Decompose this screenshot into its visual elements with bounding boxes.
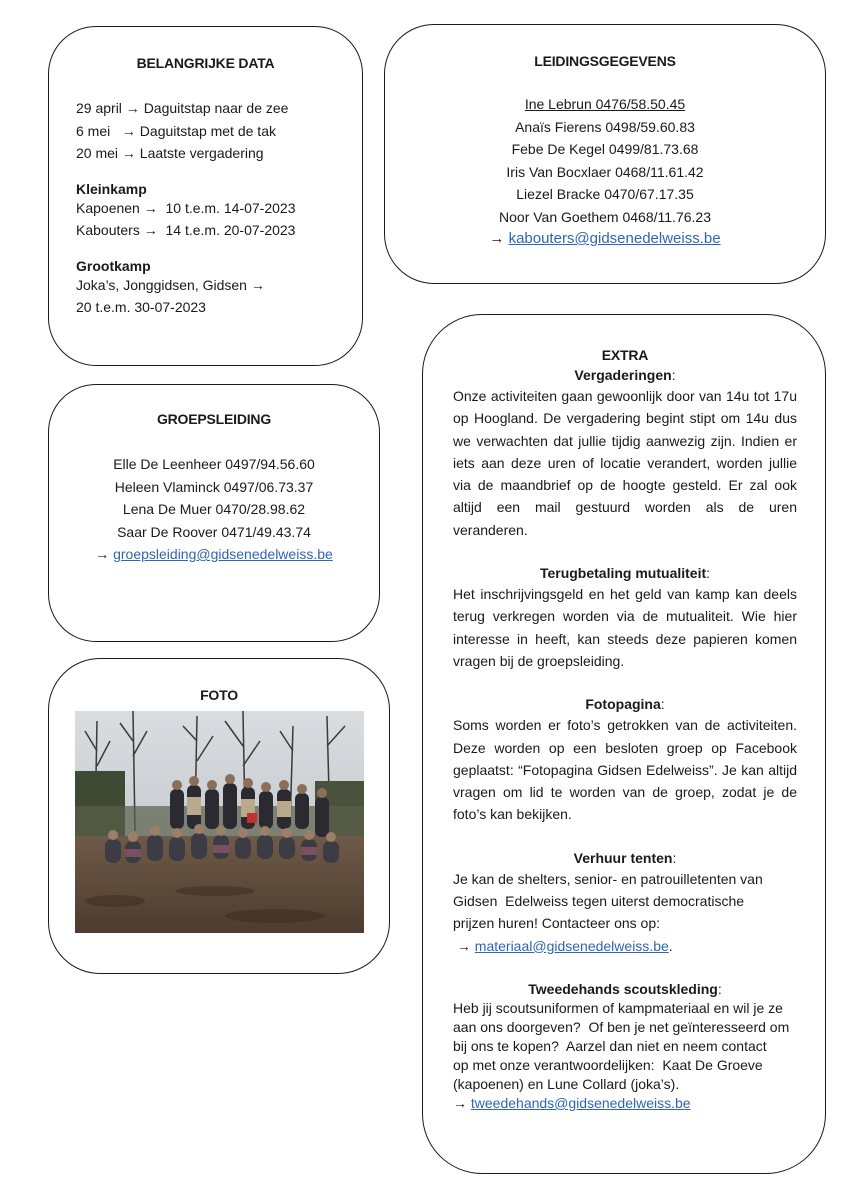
tweedehands-heading [453, 979, 797, 999]
tweedehands-title: Tweedehands scoutskleding [528, 980, 718, 997]
materiaal-email-link[interactable]: materiaal@gidsenedelweiss.be [474, 937, 669, 954]
verhuur-line: Je kan de shelters, senior- en patrouilletenten van [453, 870, 763, 887]
verhuur-heading [453, 848, 797, 868]
foto-title: FOTO [200, 687, 238, 703]
leiding-contact: Liezel Bracke 0470/67.17.35 [516, 186, 694, 202]
groepsleiding-contact: Lena De Muer 0470/28.98.62 [122, 501, 306, 517]
arrow-icon: → [95, 546, 110, 562]
leiding-contact: Anaïs Fierens 0498/59.60.83 [515, 118, 695, 135]
vergaderingen-heading [453, 365, 797, 385]
verhuur-text [453, 868, 797, 957]
leiding-email-line [385, 228, 825, 251]
colon: : [660, 696, 665, 713]
groepsleiding-contact: Elle De Leenheer 0497/94.56.60 [113, 456, 315, 472]
date-line: 20 mei → Laatste vergadering [76, 145, 264, 161]
terugbetaling-text: Het inschrijvingsgeld en het geld van kamp kan deels terug verkregen worden via de mutualiteit. Wie hier interesse in heeft, kan steeds deze papieren komen vragen bij de groepsleiding. [453, 586, 797, 669]
belangrijke-data-title: BELANGRIJKE DATA [136, 55, 275, 71]
leiding-contact: Iris Van Bocxlaer 0468/11.61.42 [506, 163, 704, 180]
tweedehands-email-line [453, 1094, 797, 1113]
fotopagina-title: Fotopagina [585, 696, 661, 713]
colon: : [671, 367, 676, 383]
terugbetaling-title: Terugbetaling mutualiteit [539, 565, 707, 582]
terugbetaling-heading [453, 563, 797, 583]
groepsleiding-email-line [49, 543, 379, 566]
tweedehands-line: Heb jij scoutsuniformen of kampmateriaal en wil je ze [453, 999, 783, 1016]
verhuur-email-line [453, 935, 797, 957]
groepsleiding-contact: Saar De Roover 0471/49.43.74 [117, 523, 311, 540]
vergaderingen-title: Vergaderingen [574, 367, 672, 383]
verhuur-title: Verhuur tenten [573, 849, 673, 866]
date-line: 29 april → Daguitstap naar de zee [76, 100, 289, 116]
colon: : [706, 565, 711, 582]
tweedehands-line: op met onze verantwoordelijken: Kaat De Groeve [453, 1056, 763, 1073]
grootkamp-line: 20 t.e.m. 30-07-2023 [76, 299, 206, 315]
group-photo [75, 711, 364, 933]
colon: : [717, 980, 722, 997]
tweedehands-email-link[interactable]: tweedehands@gidsenedelweiss.be [470, 1094, 691, 1111]
leiding-contact-first: Ine Lebrun 0476/58.50.45 [524, 96, 686, 112]
leidingsgegevens-title: LEIDINGSGEGEVENS [534, 53, 676, 69]
period: . [668, 937, 673, 954]
kleinkamp-line: Kabouters → 14 t.e.m. 20-07-2023 [76, 222, 296, 238]
verhuur-line: Gidsen Edelweiss tegen uiterst democratische [453, 893, 745, 910]
verhuur-line: prijzen huren! Contacteer ons op: [453, 915, 661, 932]
colon: : [672, 849, 677, 866]
extra-title: EXTRA [601, 347, 649, 363]
date-line: 6 mei → Daguitstap met de tak [76, 122, 276, 139]
leiding-contact: Febe De Kegel 0499/81.73.68 [511, 141, 699, 157]
belangrijke-data-box [48, 26, 363, 366]
foto-box [48, 658, 390, 974]
grootkamp-line: Joka’s, Jonggidsen, Gidsen → [76, 276, 265, 293]
extra-box [422, 314, 826, 1174]
arrow-icon: → [453, 1094, 467, 1111]
groepsleiding-email-link[interactable]: groepsleiding@gidsenedelweiss.be [113, 546, 333, 562]
tweedehands-line: bij ons te kopen? Aarzel dan niet en neem contact [453, 1037, 767, 1054]
tweedehands-text [453, 999, 797, 1113]
groepsleiding-contact: Heleen Vlaminck 0497/06.73.37 [114, 478, 314, 495]
groepsleiding-box [48, 384, 380, 642]
grootkamp-title: Grootkamp [76, 257, 151, 274]
tweedehands-line: (kapoenen) en Lune Collard (joka’s). [453, 1075, 680, 1092]
fotopagina-text: Soms worden er foto’s getrokken van de activiteiten. Deze worden op een besloten groep op Facebook geplaatst: “Fotopagina Gidsen Edelweiss”. Je kan altijd vragen om lid te worden van de groep, zodat je de foto’s kan bekijken. [453, 717, 797, 823]
vergaderingen-text: Onze activiteiten gaan gewoonlijk door van 14u tot 17u op Hoogland. De vergadering begint stipt om 14u dus we verwachten dat jullie tijdig aanwezig zijn. Indien er iets aan deze uren of locatie verandert, worden jullie via de maandbrief op de hoogte gesteld. Er zal ook altijd een mail gestuurd worden als de uren veranderen. [453, 388, 797, 538]
tweedehands-line: aan ons doorgeven? Of ben je net geïnteresseerd om [453, 1018, 790, 1035]
kleinkamp-line: Kapoenen → 10 t.e.m. 14-07-2023 [76, 199, 296, 216]
fotopagina-heading [453, 694, 797, 714]
leiding-contact: Noor Van Goethem 0468/11.76.23 [499, 208, 711, 225]
kleinkamp-title: Kleinkamp [76, 180, 147, 197]
kabouters-email-link[interactable]: kabouters@gidsenedelweiss.be [508, 230, 721, 247]
arrow-icon: → [489, 230, 505, 247]
groepsleiding-title: GROEPSLEIDING [156, 411, 272, 427]
leidingsgegevens-box [384, 24, 826, 284]
arrow-icon: → [453, 937, 471, 954]
